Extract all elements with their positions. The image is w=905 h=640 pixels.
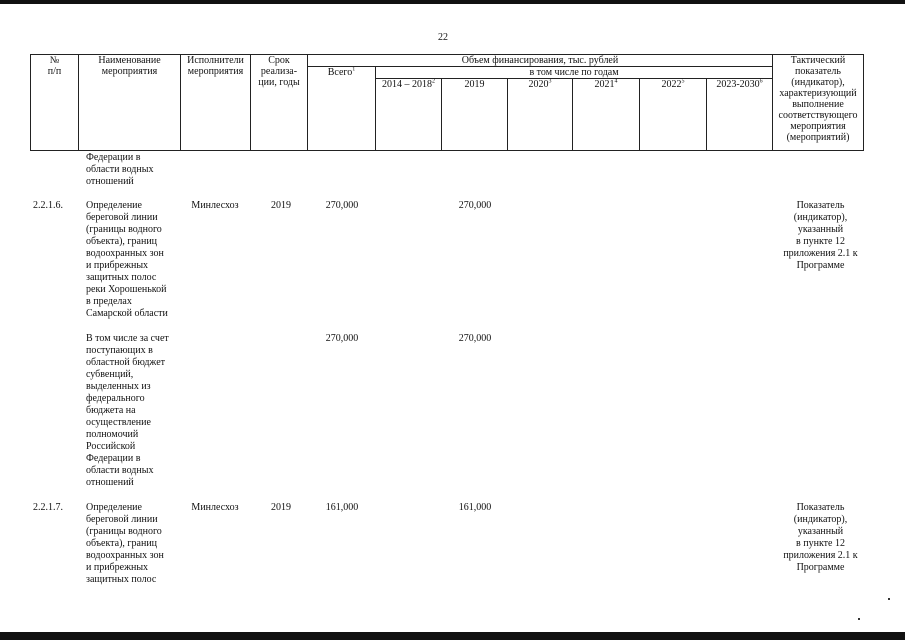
row-name: В том числе за счет поступающих в областной бюджет субвенций, выделенных из федерального бюджета на осуществление полномочий Российской Федерации в области водных отношений: [86, 333, 169, 488]
row-2019-value: 161,000: [458, 502, 492, 513]
row-2019-value: 270,000: [458, 333, 492, 344]
header-col-term: Срок реализа- ции, годы: [251, 55, 308, 151]
row-indicator: Показатель (индикатор), указанный в пункте 12 приложения 2.1 к Программе: [783, 200, 858, 271]
header-year-2014-2018: 2014 – 2018$^2$: [376, 79, 442, 151]
scan-speck: [888, 598, 890, 600]
header-col-executor: Исполнители мероприятия: [181, 55, 251, 151]
row-number: 2.2.1.7.: [33, 502, 63, 513]
row-name: Определение береговой линии (границы водного объекта), границ водоохранных зон и прибрежных защитных полос реки Хорошенькой в пределах Самарской области: [86, 200, 168, 319]
header-year-2022: 2022$^5$: [640, 79, 707, 151]
row-total: 270,000: [325, 333, 359, 344]
header-col-number: № п/п: [31, 55, 79, 151]
row-2019-value: 270,000: [458, 200, 492, 211]
header-year-2023-2030: 2023-2030$^6$: [707, 79, 773, 151]
row-name: Определение береговой линии (границы водного объекта), границ водоохранных зон и прибрежных защитных полос: [86, 502, 164, 585]
header-col-total: Всего$^1$: [308, 67, 376, 151]
header-col-indicator: Тактический показатель (индикатор), характеризующий выполнение соответствующего мероприятия (мероприятий): [773, 55, 864, 151]
header-year-2021: 2021$^4$: [573, 79, 640, 151]
row-indicator: Показатель (индикатор), указанный в пункте 12 приложения 2.1 к Программе: [783, 502, 858, 573]
row-number: 2.2.1.6.: [33, 200, 63, 211]
row-executor: Минлесхоз: [191, 502, 239, 513]
header-financing: Объем финансирования, тыс. рублей: [308, 55, 773, 67]
header-year-2020: 2020$^3$: [508, 79, 573, 151]
header-by-years: в том числе по годам: [376, 67, 773, 79]
row-year: 2019: [271, 502, 291, 513]
continuation-text: Федерации в области водных отношений: [86, 152, 154, 187]
header-col-name: Наименование мероприятия: [79, 55, 181, 151]
row-year: 2019: [271, 200, 291, 211]
row-total: 270,000: [325, 200, 359, 211]
table-header: [30, 54, 864, 151]
page-number: 22: [438, 32, 448, 43]
row-executor: Минлесхоз: [191, 200, 239, 211]
scan-speck: [858, 618, 860, 620]
header-year-2019: 2019: [442, 79, 508, 151]
scan-top-border: [0, 0, 905, 4]
scan-bottom-border: [0, 632, 905, 640]
row-total: 161,000: [325, 502, 359, 513]
